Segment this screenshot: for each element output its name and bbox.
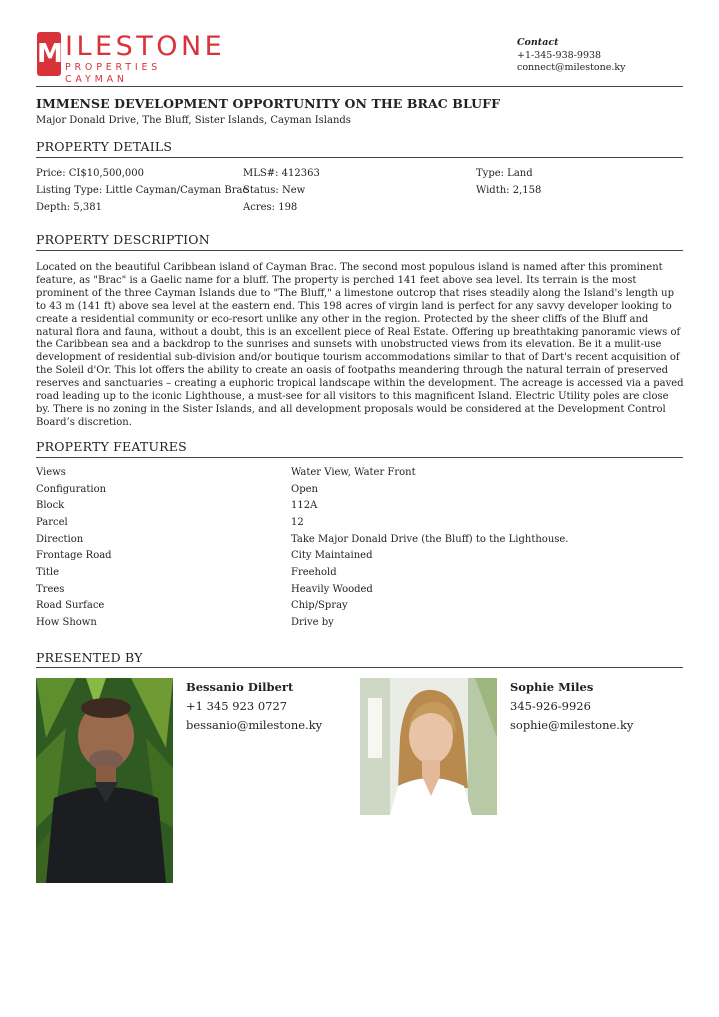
- section-heading-features: PROPERTY FEATURES: [36, 439, 187, 454]
- header-divider: [36, 86, 683, 87]
- feature-value: 112A: [291, 500, 318, 511]
- agent-email[interactable]: bessanio@milestone.ky: [186, 718, 323, 732]
- section-heading-details: PROPERTY DETAILS: [36, 139, 173, 154]
- feature-value: Heavily Wooded: [291, 584, 373, 595]
- feature-value: Open: [291, 484, 318, 495]
- feature-value: Drive by: [291, 617, 334, 628]
- feature-value: City Maintained: [291, 550, 373, 561]
- feature-value: 12: [291, 517, 304, 528]
- company-logo: [37, 31, 227, 85]
- detail-width: Width: 2,158: [476, 185, 542, 196]
- logo-initial: M: [37, 32, 61, 76]
- section-divider: [36, 667, 683, 668]
- agent-card-sophie: [510, 680, 633, 732]
- feature-label: Views: [36, 467, 66, 478]
- feature-value: Water View, Water Front: [291, 467, 416, 478]
- feature-label: Block: [36, 500, 65, 511]
- agent-name: Sophie Miles: [510, 680, 594, 694]
- listing-address: Major Donald Drive, The Bluff, Sister Islands, Cayman Islands: [36, 115, 351, 126]
- contact-phone[interactable]: +1-345-938-9938: [517, 49, 602, 61]
- listing-title: IMMENSE DEVELOPMENT OPPORTUNITY ON THE BRAC BLUFF: [36, 96, 501, 111]
- feature-label: Configuration: [36, 484, 107, 495]
- logo-tagline: PROPERTIES CAYMAN: [65, 62, 162, 85]
- feature-value: Freehold: [291, 567, 337, 578]
- feature-label: Parcel: [36, 517, 68, 528]
- feature-label: Direction: [36, 534, 84, 545]
- feature-label: Frontage Road: [36, 550, 112, 561]
- feature-label: Trees: [36, 584, 65, 595]
- feature-label: Road Surface: [36, 600, 105, 611]
- section-heading-description: PROPERTY DESCRIPTION: [36, 232, 210, 247]
- agent-name: Bessanio Dilbert: [186, 680, 294, 694]
- agent-card-bessanio: [186, 680, 322, 732]
- section-heading-presented-by: PRESENTED BY: [36, 650, 143, 665]
- feature-value: Chip/Spray: [291, 600, 348, 611]
- contact-block: [517, 37, 626, 75]
- detail-depth: Depth: 5,381: [36, 202, 102, 213]
- section-divider: [36, 157, 683, 158]
- property-description: Located on the beautiful Caribbean island of Cayman Brac. The second most populous island is named after this prominent feature, as "Brac" is a Gaelic name for a bluff. The property is perched 141 feet above sea level. Its terrain is the most prominent of the three Cayman Islands due to "The Bluff," a limestone outcrop that rises steadily along the Island's length up to 43 m (141 ft) above sea level at the eastern end. This 198 acres of virgin land is perfect for any savvy developer looking to create a residential community or eco-resort unlike any other in the region. Protected by the sheer cliffs of the Bluff and natural flora and fauna, without a doubt, this is an excellent piece of Real Estate. Offering up breathtaking panoramic views of the Caribbean sea and a backdrop to the sunrises and sunsets with unobstructed views from its elevation. Be it a mulit-use development of residential sub-division and/or boutique tourism accommodations similar to that of Dart's recent acquisition of the Soleil d'Or. This lot offers the ability to create an oasis of footpaths meandering through the natural terrain of preserved reserves and sanctuaries – creating a euphoric tropical landscape within the development. The acreage is accessed via a paved road leading up to the iconic Lighthouse, a must-see for all visitors to this magnificent Island. Electric Utility poles are close by. There is no zoning in the Sister Islands, and all development proposals would be considered at the Development Control Board’s discretion.: [36, 262, 684, 428]
- section-divider: [36, 250, 683, 251]
- contact-email[interactable]: connect@milestone.ky: [517, 62, 626, 73]
- feature-label: How Shown: [36, 617, 97, 628]
- contact-label: Contact: [517, 37, 559, 48]
- detail-type: Type: Land: [476, 168, 533, 179]
- agent-email[interactable]: sophie@milestone.ky: [510, 718, 634, 732]
- agent-photo-bessanio: [36, 678, 173, 883]
- feature-value: Take Major Donald Drive (the Bluff) to the Lighthouse.: [291, 534, 569, 545]
- detail-price: Price: CI$10,500,000: [36, 168, 144, 179]
- detail-listing-type: Listing Type: Little Cayman/Cayman Brac: [36, 185, 249, 196]
- detail-acres: Acres: 198: [243, 202, 298, 213]
- agent-phone[interactable]: 345-926-9926: [510, 699, 591, 713]
- logo-wordmark: ILESTONE: [65, 31, 226, 62]
- detail-status: Status: New: [243, 185, 306, 196]
- agent-photo-sophie: [360, 678, 497, 815]
- agent-phone[interactable]: +1 345 923 0727: [186, 699, 288, 713]
- detail-mls: MLS#: 412363: [243, 168, 320, 179]
- feature-label: Title: [36, 567, 60, 578]
- section-divider: [36, 457, 683, 458]
